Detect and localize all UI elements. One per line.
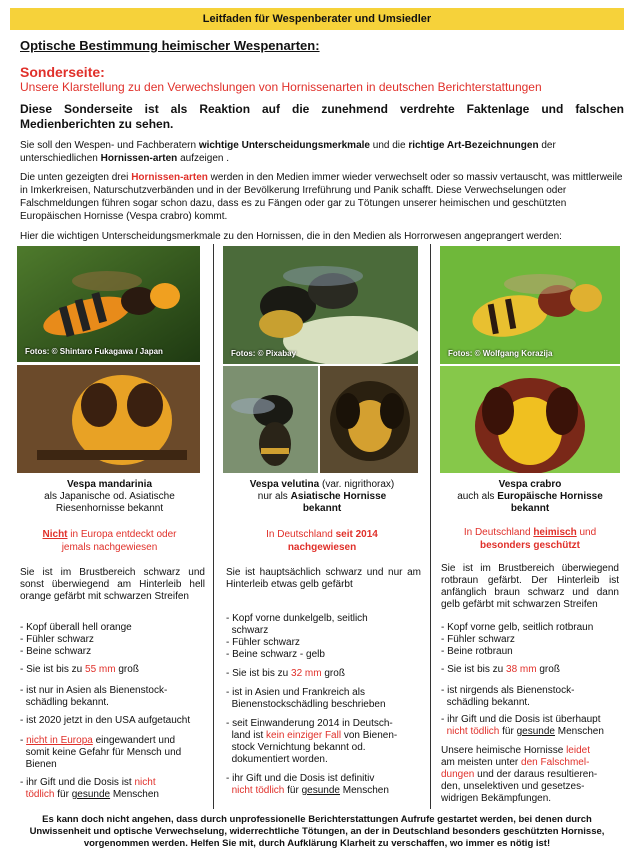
size-crabro: - Sie ist bis zu 38 mm groß: [441, 664, 560, 675]
bullet-mandarinia-1: - ist nur in Asien als Bienenstock- schädling bekannt.: [20, 685, 168, 708]
bullet-velutina-1: - ist in Asien und Frankreich als Bienenstockschädling beschrieben: [226, 687, 386, 710]
page-title: Optische Bestimmung heimischer Wespenarten:: [20, 38, 320, 53]
intro-paragraph-1: Sie soll den Wespen- und Fachberatern wichtige Unterscheidungsmerkmale und die richtige Art-Bezeichnungen der unterschiedlichen Hornissen-arten aufzeigen .: [20, 140, 556, 164]
section-subtitle: Unsere Klarstellung zu den Verwechslungen von Hornissenarten in deutschen Berichterstattungen: [20, 80, 542, 94]
status-mandarinia: Nicht in Europa entdeckt oder jemals nachgewiesen: [42, 529, 177, 553]
photo-vespa-velutina-top: [223, 366, 318, 473]
status-velutina: In Deutschland seit 2014 nachgewiesen: [266, 529, 378, 553]
bullet-mandarinia-4: - ihr Gift und die Dosis ist nicht tödlich für gesunde Menschen: [20, 777, 159, 800]
photo-vespa-velutina-side: [223, 246, 418, 364]
features-mandarinia: - Kopf überall hell orange - Fühler schwarz - Beine schwarz: [20, 622, 132, 657]
photo-vespa-mandarinia-head: [17, 365, 200, 473]
section-title: Sonderseite:: [20, 64, 105, 80]
bullet-velutina-2: - seit Einwanderung 2014 in Deutsch- land ist kein einziger Fall von Bienen- stock Vernichtung bekannt od. dokumentiert worden.: [226, 718, 398, 765]
description-mandarinia: Sie ist im Brustbereich schwarz und sonst überwiegend am Hinterleib hell orange gefärbt mit schwarzen Streifen: [20, 567, 205, 602]
bullet-mandarinia-2: - ist 2020 jetzt in den USA aufgetaucht: [20, 715, 191, 726]
bullet-crabro-2: - ihr Gift und die Dosis ist überhaupt nicht tödlich für gesunde Menschen: [441, 714, 604, 737]
intro-paragraph-3: Hier die wichtigen Unterscheidungsmerkmale zu den Hornissen, die in den Medien als Horrorwesen angeprangert werden:: [20, 231, 562, 242]
features-velutina: - Kopf vorne dunkelgelb, seitlich schwarz - Fühler schwarz - Beine schwarz - gelb: [226, 613, 368, 660]
photo-vespa-crabro-side: [440, 246, 620, 364]
size-velutina: - Sie ist bis zu 32 mm groß: [226, 668, 345, 679]
column-divider: [430, 244, 431, 809]
note-crabro: Unsere heimische Hornisse leidet am meisten unter den Falschmel- dungen und der daraus resultieren- den, unselektiven und gesetzes- widrigen Bekämpfungen.: [441, 745, 598, 804]
photo-vespa-mandarinia-side: [17, 246, 200, 362]
size-mandarinia: - Sie ist bis zu 55 mm groß: [20, 664, 139, 675]
bullet-velutina-3: - ihr Gift und die Dosis ist definitiv nicht tödlich für gesunde Menschen: [226, 773, 389, 796]
description-crabro: Sie ist im Brustbereich überwiegend rotbraun gefärbt. Der Hinterleib ist anfänglich braun schwarz und dann gelb gefärbt mit schwarzen Streifen: [441, 563, 619, 610]
description-velutina: Sie ist hauptsächlich schwarz und nur am Hinterleib etwas gelb gefärbt: [226, 567, 421, 590]
intro-paragraph-2: Die unten gezeigten drei Hornissen-arten werden in den Medien immer wieder verwechselt oder so massiv vertauscht, was mittlerweile in Imkerkreisen, Naturschutzverbänden und in der Bevölkerung Irreführung und Panik schafft. Diese Verwechselungen oder Falschmeldungen führen sogar schon dazu, dass es zu Fängen oder gar zu Tötungen unserer heimischen und geschützten Europäischen Hornisse (Vespa crabro) kommt.: [20, 172, 623, 222]
species-title-crabro: Vespa crabro auch als Europäische Hornisse bekannt: [457, 479, 603, 514]
column-divider: [213, 244, 214, 809]
photo-caption: Fotos: © Shintaro Fukagawa / Japan: [25, 347, 163, 356]
photo-caption: Fotos: © Wolfgang Korazija: [448, 349, 553, 358]
bullet-crabro-1: - ist nirgends als Bienenstock- schädling bekannt.: [441, 685, 575, 708]
header-bar: Leitfaden für Wespenberater und Umsiedler: [10, 8, 624, 30]
footer-note: Es kann doch nicht angehen, dass durch unprofessionelle Berichterstattungen Aufrufe gestartet werden, bei denen durch Unwissenheit und optische Verwechselung, widerrechtliche Tötungen, an der in Deutschland besonders geschützten Hornisse, vorgenommen werden. Helfen Sie mit, durch Aufklärung Klarheit zu verschaffen, wo immer es nötig ist!: [29, 814, 605, 849]
bullet-mandarinia-3: - nicht in Europa eingewandert und somit keine Gefahr für Mensch und Bienen: [20, 735, 182, 770]
lead-text: Diese Sonderseite ist als Reaktion auf die zunehmend verdrehte Faktenlage und falschen Medienberichten zu sehen.: [20, 102, 624, 131]
species-title-mandarinia: Vespa mandarinia als Japanische od. Asiatische Riesenhornisse bekannt: [44, 479, 175, 514]
photo-vespa-velutina-head: [320, 366, 418, 473]
status-crabro: In Deutschland heimisch und besonders geschützt: [463, 527, 597, 551]
photo-caption: Fotos: © Pixabay: [231, 349, 297, 358]
species-title-velutina: Vespa velutina (var. nigrithorax) nur als Asiatische Hornisse bekannt: [249, 479, 395, 514]
photo-vespa-crabro-head: [440, 366, 620, 473]
features-crabro: - Kopf vorne gelb, seitlich rotbraun - Fühler schwarz - Beine rotbraun: [441, 622, 594, 657]
